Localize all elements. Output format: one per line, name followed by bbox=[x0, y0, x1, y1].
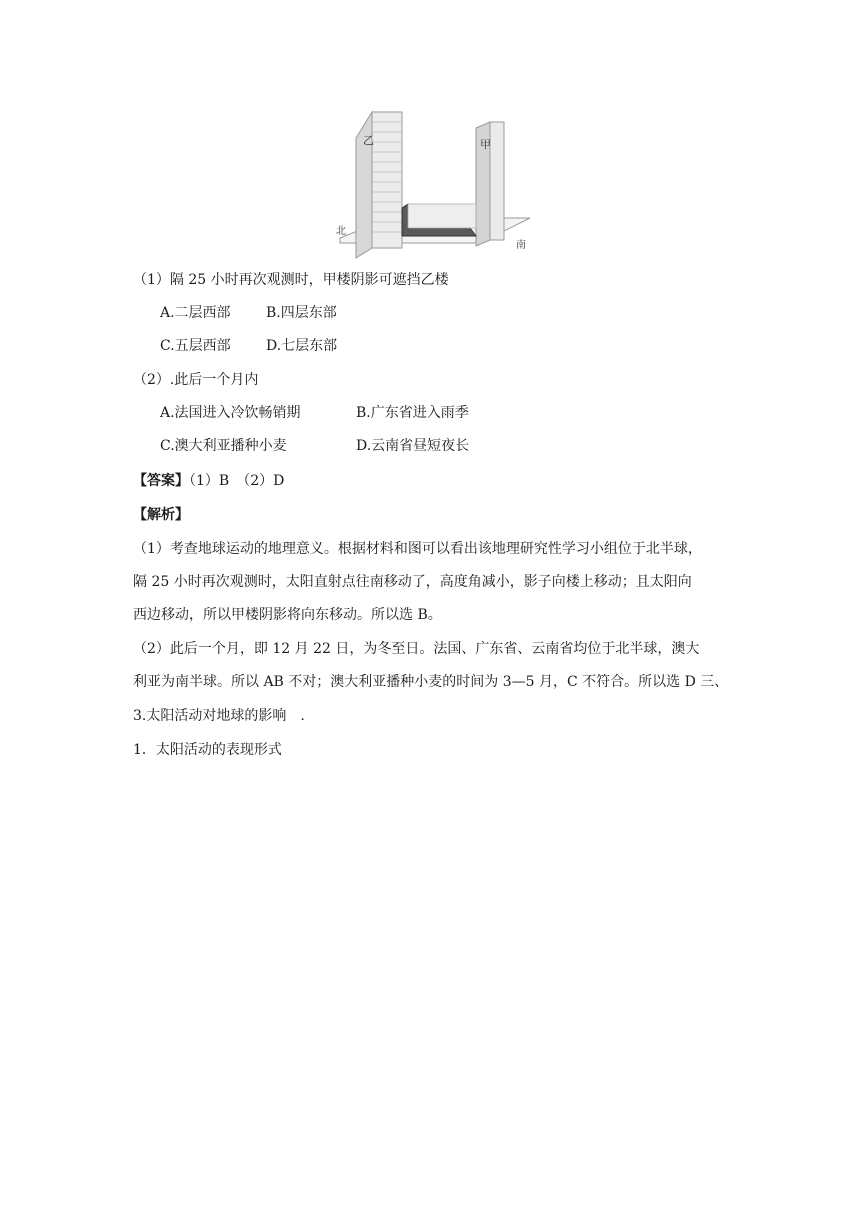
q2-stem: （2）.此后一个月内 bbox=[133, 372, 259, 388]
q1-option-a: A.二层西部 bbox=[160, 305, 231, 321]
q2-options-row-2 bbox=[160, 436, 469, 456]
q2-option-c: C.澳大利亚播种小麦 bbox=[160, 438, 287, 454]
label-south: 南 bbox=[516, 240, 526, 251]
q2-option-d: D.云南省昼短夜长 bbox=[356, 438, 470, 454]
label-north: 北 bbox=[336, 226, 346, 237]
q1-stem: （1）隔 25 小时再次观测时，甲楼阴影可遮挡乙楼 bbox=[133, 272, 449, 288]
q1-option-c: C.五层西部 bbox=[160, 338, 231, 354]
q1-option-b: B.四层东部 bbox=[266, 305, 337, 321]
subheading: 1．太阳活动的表现形式 bbox=[133, 742, 282, 758]
label-yi: 乙 bbox=[363, 134, 374, 147]
label-jia: 甲 bbox=[480, 138, 491, 151]
q2-options-row-1 bbox=[160, 403, 469, 423]
analysis-p2-line-1: （2）此后一个月，即 12 月 22 日，为冬至日。法国、广东省、云南省均位于北半球，澳大 bbox=[133, 641, 700, 657]
section-heading: 3.太阳活动对地球的影响 . bbox=[133, 708, 305, 724]
q1-option-d: D.七层东部 bbox=[266, 338, 338, 354]
q2-option-b: B.广东省进入雨季 bbox=[356, 405, 469, 421]
q1-options-row-1 bbox=[160, 303, 337, 323]
answer-line bbox=[133, 471, 284, 491]
q2-option-a: A.法国进入冷饮畅销期 bbox=[160, 405, 301, 421]
analysis-p1-line-1: （1）考查地球运动的地理意义。根据材料和图可以看出该地理研究性学习小组位于北半球， bbox=[133, 541, 702, 557]
building-shadow-figure bbox=[330, 108, 540, 260]
analysis-p1-line-3: 西边移动，所以甲楼阴影将向东移动。所以选 B。 bbox=[133, 607, 442, 623]
analysis-p1-line-2: 隔 25 小时再次观测时，太阳直射点往南移动了，高度角减小，影子向楼上移动；且太阳向 bbox=[133, 574, 692, 590]
building-jia-front bbox=[490, 122, 504, 240]
q1-options-row-2 bbox=[160, 336, 337, 356]
building-diagram bbox=[330, 108, 540, 260]
analysis-label: 【解析】 bbox=[133, 507, 189, 523]
analysis-p2-line-2: 利亚为南半球。所以 AB 不对；澳大利亚播种小麦的时间为 3—5 月，C 不符合。所以选 D 三、 bbox=[133, 674, 729, 690]
answer-label: 【答案】 bbox=[133, 473, 189, 489]
answer-text: （1）B （2）D bbox=[189, 473, 285, 489]
shadow-wall bbox=[408, 204, 476, 228]
